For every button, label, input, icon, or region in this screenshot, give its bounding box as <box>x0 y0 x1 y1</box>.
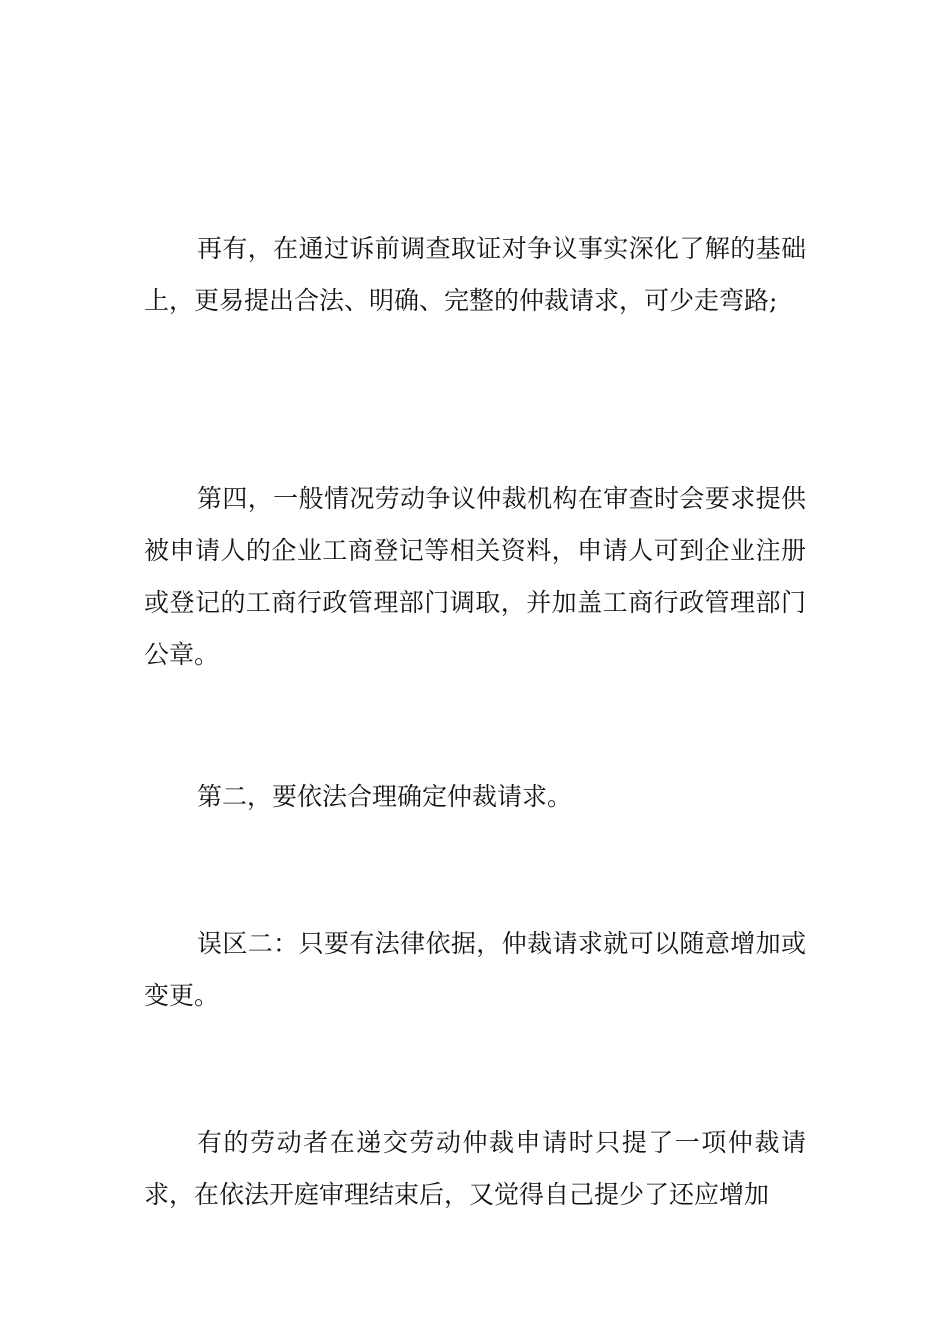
paragraph-evidence-basis: 再有，在通过诉前调查取证对争议事实深化了解的基础上，更易提出合法、明确、完整的仲裁请求，可少走弯路; <box>144 234 806 315</box>
paragraph-second-point: 第二，要依法合理确定仲裁请求。 <box>197 782 573 811</box>
paragraph-worker-example: 有的劳动者在递交劳动仲裁申请时只提了一项仲裁请求，在依法开庭审理结束后，又觉得自己提少了还应增加 <box>144 1128 806 1209</box>
paragraph-misconception-two: 误区二：只要有法律依据，仲裁请求就可以随意增加或变更。 <box>144 929 806 1010</box>
paragraph-business-registration: 第四，一般情况劳动争议仲裁机构在审查时会要求提供被申请人的企业工商登记等相关资料，申请人可到企业注册或登记的工商行政管理部门调取，并加盖工商行政管理部门公章。 <box>144 484 806 669</box>
